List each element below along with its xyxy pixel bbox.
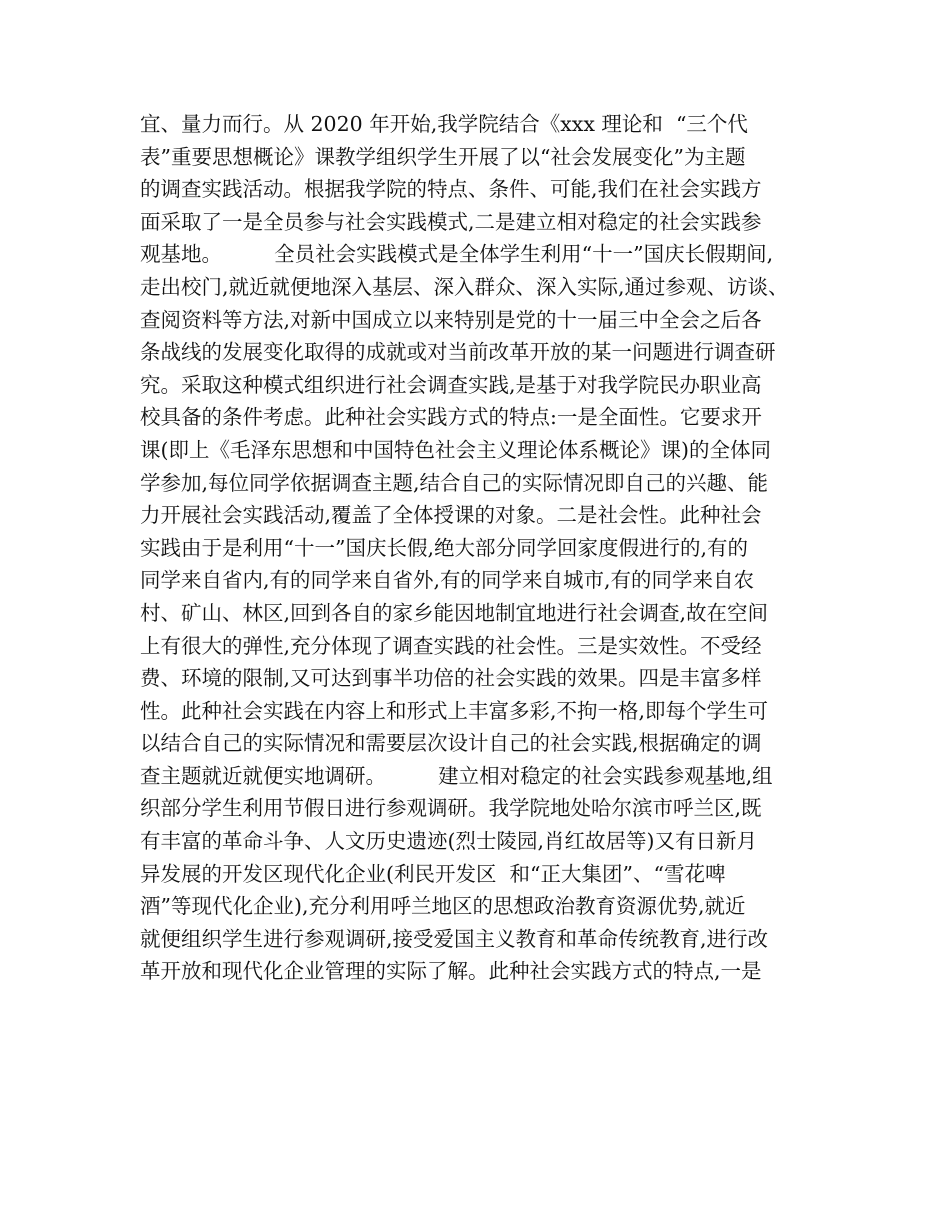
text-line: 宜、量力而行。从 2020 年开始,我学院结合《xxx 理论和 “三个代 xyxy=(140,112,748,136)
text-line: 学参加,每位同学依据调查主题,结合自己的实际情况即自己的兴趣、能 xyxy=(140,470,769,495)
text-line: 村、矿山、林区,回到各自的家乡能因地制宜地进行社会调查,故在空间 xyxy=(140,600,769,625)
body-text xyxy=(140,108,840,988)
text-line: 观基地。 全员社会实践模式是全体学生利用“十一”国庆长假期间, xyxy=(140,242,774,267)
text-line: 课(即上《毛泽东思想和中国特色社会主义理论体系概论》课)的全体同 xyxy=(140,437,771,462)
text-line: 性。此种社会实践在内容上和形式上丰富多彩,不拘一格,即每个学生可 xyxy=(140,698,769,723)
text-line: 表”重要思想概论》课教学组织学生开展了以“社会发展变化”为主题 xyxy=(140,144,746,169)
text-line: 力开展社会实践活动,覆盖了全体授课的对象。二是社会性。此种社会 xyxy=(140,503,762,528)
text-line: 酒”等现代化企业),充分利用呼兰地区的思想政治教育资源优势,就近 xyxy=(140,894,746,919)
text-line: 查阅资料等方法,对新中国成立以来特别是党的十一届三中全会之后各 xyxy=(140,307,762,332)
text-line: 同学来自省内,有的同学来自省外,有的同学来自城市,有的同学来自农 xyxy=(140,568,755,593)
text-line: 就便组织学生进行参观调研,接受爱国主义教育和革命传统教育,进行改 xyxy=(140,926,769,951)
text-line: 有丰富的革命斗争、人文历史遗迹(烈士陵园,肖红故居等)又有日新月 xyxy=(140,829,758,854)
text-line: 异发展的开发区现代化企业(利民开发区 和“正大集团”、“雪花啤 xyxy=(140,861,726,886)
text-line: 走出校门,就近就便地深入基层、深入群众、深入实际,通过参观、访谈、 xyxy=(140,274,789,299)
text-line: 费、环境的限制,又可达到事半功倍的社会实践的效果。四是丰富多样 xyxy=(140,666,762,691)
text-line: 革开放和现代化企业管理的实际了解。此种社会实践方式的特点,一是 xyxy=(140,959,762,984)
text-line: 面采取了一是全员参与社会实践模式,二是建立相对稳定的社会实践参 xyxy=(140,209,762,234)
text-line: 校具备的条件考虑。此种社会实践方式的特点:一是全面性。它要求开 xyxy=(140,405,762,430)
text-line: 条战线的发展变化取得的成就或对当前改革开放的某一问题进行调查研 xyxy=(140,340,776,365)
text-line: 实践由于是利用“十一”国庆长假,绝大部分同学回家度假进行的,有的 xyxy=(140,535,748,560)
text-line: 上有很大的弹性,充分体现了调查实践的社会性。三是实效性。不受经 xyxy=(140,633,762,658)
text-line: 的调查实践活动。根据我学院的特点、条件、可能,我们在社会实践方 xyxy=(140,177,762,202)
text-line: 查主题就近就便实地调研。 建立相对稳定的社会实践参观基地,组 xyxy=(140,763,773,788)
text-line: 以结合自己的实际情况和需要层次设计自己的社会实践,根据确定的调 xyxy=(140,731,762,756)
text-line: 究。采取这种模式组织进行社会调查实践,是基于对我学院民办职业高 xyxy=(140,372,762,397)
text-line: 织部分学生利用节假日进行参观调研。我学院地处哈尔滨市呼兰区,既 xyxy=(140,796,762,821)
